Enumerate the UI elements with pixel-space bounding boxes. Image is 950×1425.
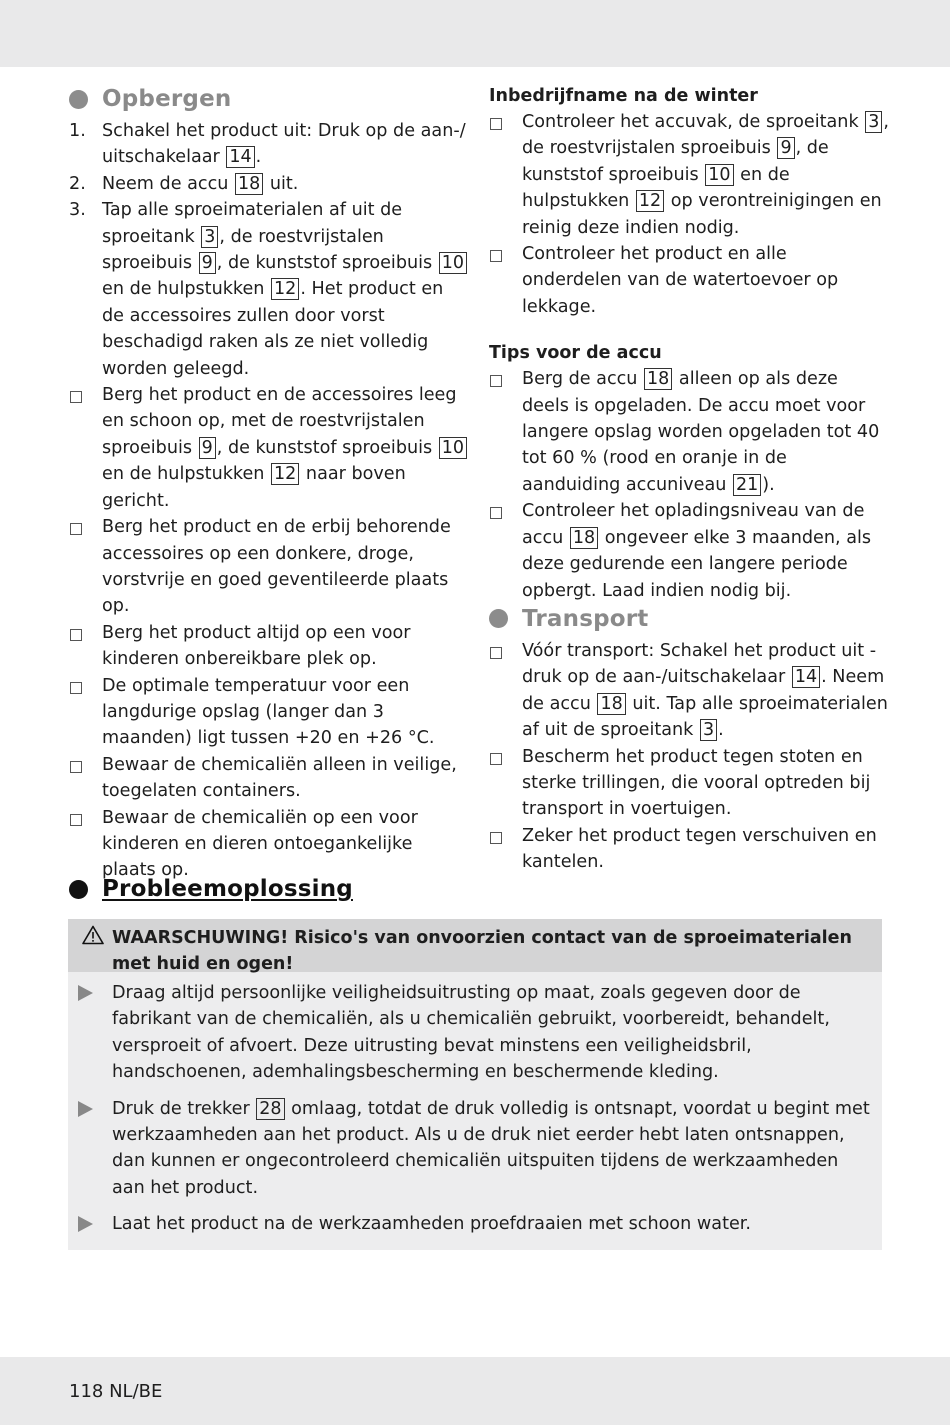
warning-title: WAARSCHUWING! Risico's van onvoorzien contact van de sproeimaterialen met huid en ogen! <box>112 928 852 975</box>
checklist-item <box>69 620 469 673</box>
part-ref: 18 <box>570 527 598 549</box>
warning-item <box>78 1211 872 1237</box>
checklist-item <box>489 109 889 241</box>
part-ref: 14 <box>792 666 820 688</box>
checkbox-icon <box>489 823 522 876</box>
section-heading-opbergen <box>69 84 469 114</box>
checklist-item <box>489 744 889 823</box>
checkbox-icon <box>489 638 522 744</box>
step-number: 1. <box>69 121 86 141</box>
checklist-item <box>69 514 469 620</box>
item-text: Berg het product altijd op een voor kinderen onbereikbare plek op. <box>102 622 411 670</box>
section-title: Opbergen <box>102 85 232 112</box>
checklist-item <box>69 752 469 805</box>
item-text: Druk de trekker 28 omlaag, totdat de druk volledig is ontsnapt, voordat u begint met werkzaamheden aan het product. Als u de druk niet eerder hebt laten ontsnappen, dan kunnen er ongecontroleerd chemicaliën uitspuiten tijdens de werkzaamheden aan het product. <box>112 1098 870 1198</box>
part-ref: 3 <box>700 719 717 741</box>
part-ref: 9 <box>199 252 216 274</box>
warning-triangle-icon <box>82 925 112 969</box>
part-ref: 3 <box>201 226 218 248</box>
checkbox-icon <box>489 241 522 320</box>
part-ref: 12 <box>271 463 299 485</box>
warning-box <box>68 919 882 1250</box>
checkbox-icon <box>489 366 522 498</box>
step-text: Schakel het product uit: Druk op de aan-/ uitschakelaar 14 . <box>102 121 466 168</box>
item-text: Berg het product en de accessoires leeg en schoon op, met de roestvrijstalen sproeibuis 9 , de kunststof sproeibuis 10 en de hulpstukken 12 naar boven gericht. <box>102 382 469 514</box>
item-text: Zeker het product tegen verschuiven en kantelen. <box>522 825 877 873</box>
part-ref: 9 <box>777 137 794 159</box>
page-number: 118 NL/BE <box>69 1381 163 1402</box>
section-title: Transport <box>522 605 649 632</box>
checkbox-icon <box>69 514 102 620</box>
checklist-item <box>489 638 889 744</box>
checkbox-icon <box>69 382 102 514</box>
part-ref: 3 <box>865 111 882 133</box>
checkbox-icon <box>489 744 522 823</box>
item-text: Controleer het opladingsniveau van de accu 18 ongeveer elke 3 maanden, als deze gedurende een langere periode opbergt. Laad indien nodig bij. <box>522 501 872 601</box>
numbered-step <box>69 171 469 197</box>
numbered-step <box>69 197 469 382</box>
checkbox-icon <box>69 620 102 673</box>
checklist-item <box>69 673 469 752</box>
item-text: Bewaar de chemicaliën alleen in veilige, toegelaten containers. <box>102 754 457 802</box>
part-ref: 10 <box>439 437 467 459</box>
part-ref: 10 <box>439 252 467 274</box>
part-ref: 12 <box>271 278 299 300</box>
subsection-title-tips: Tips voor de accu <box>489 343 662 364</box>
checkbox-icon <box>69 752 102 805</box>
section-bullet-icon <box>489 609 508 628</box>
part-ref: 9 <box>199 437 216 459</box>
item-text: Laat het product na de werkzaamheden proefdraaien met schoon water. <box>112 1214 752 1235</box>
part-ref: 10 <box>705 164 733 186</box>
section-title: Probleemoplossing <box>102 875 353 902</box>
checklist-item <box>489 241 889 320</box>
checkbox-icon <box>489 109 522 241</box>
step-text: Tap alle sproeimaterialen af uit de sproeitank 3 , de roestvrijstalen sproeibuis 9 , de kunststof sproeibuis 10 en de hulpstukken 12 . Het product en de accessoires zullen door vorst beschadigd raken als ze niet volledig worden geleegd. <box>102 197 469 382</box>
part-ref: 21 <box>733 474 761 496</box>
item-text: Vóór transport: Schakel het product uit - druk op de aan-/uitschakelaar 14 . Neem de accu 18 uit. Tap alle sproeimaterialen af uit de sproeitank 3 . <box>522 640 888 741</box>
item-text: Controleer het accuvak, de sproeitank 3 , de roestvrijstalen sproeibuis 9 , de kunststof sproeibuis 10 en de hulpstukken 12 op verontreinigingen en reinig deze indien nodig. <box>522 112 889 238</box>
part-ref: 12 <box>636 190 664 212</box>
checklist-item <box>489 498 889 604</box>
section-bullet-icon <box>69 90 88 109</box>
section-heading-probleemoplossing <box>69 874 881 904</box>
checklist-item <box>489 823 889 876</box>
checkbox-icon <box>69 673 102 752</box>
warning-body <box>68 972 882 1238</box>
arrow-bullet-icon <box>78 1101 93 1117</box>
checkbox-icon <box>489 498 522 604</box>
left-column <box>69 84 469 884</box>
item-text: Draag altijd persoonlijke veiligheidsuitrusting op maat, zoals gegeven door de fabrikant van de chemicaliën, als u chemicaliën gebruikt, voorbereidt, behandelt, versproeit of afvoert. Deze uitrusting bevat minstens een veiligheidsbril, handschoenen, ademhalingsbescherming en beschermende kleding. <box>112 983 830 1083</box>
item-text: Berg de accu 18 alleen op als deze deels is opgeladen. De accu moet voor langere opslag worden opgeladen tot 40 tot 60 % (rood en oranje in de aanduiding accuniveau 21 ). <box>522 369 880 495</box>
item-text: De optimale temperatuur voor een langdurige opslag (langer dan 3 maanden) ligt tussen +20 en +26 °C. <box>102 675 435 749</box>
checkbox-icon <box>69 805 102 884</box>
warning-item <box>78 1096 872 1202</box>
warning-item <box>78 980 872 1086</box>
header-band <box>0 0 950 67</box>
part-ref: 18 <box>644 368 672 390</box>
arrow-bullet-icon <box>78 1216 93 1232</box>
part-ref: 18 <box>235 173 263 195</box>
arrow-bullet-icon <box>78 985 93 1001</box>
section-heading-transport <box>489 604 889 634</box>
part-ref: 28 <box>256 1098 284 1120</box>
checklist-item <box>489 366 889 498</box>
part-ref: 18 <box>597 693 625 715</box>
subsection-title-winter: Inbedrijfname na de winter <box>489 86 758 106</box>
step-number: 3. <box>69 200 86 221</box>
section-bullet-icon <box>69 880 88 899</box>
right-column <box>489 83 889 876</box>
part-ref: 14 <box>226 146 254 168</box>
step-number: 2. <box>69 173 86 194</box>
checklist-item <box>69 805 469 884</box>
item-text: Controleer het product en alle onderdelen van de watertoevoer op lekkage. <box>522 244 839 317</box>
item-text: Bewaar de chemicaliën op een voor kinderen en dieren ontoegankelijke plaats op. <box>102 807 418 881</box>
step-text: Neem de accu 18 uit. <box>102 173 299 194</box>
numbered-step <box>69 118 469 171</box>
item-text: Bescherm het product tegen stoten en sterke trillingen, die vooral optreden bij transport in voertuigen. <box>522 746 871 820</box>
warning-header <box>68 919 882 975</box>
checklist-item <box>69 382 469 514</box>
item-text: Berg het product en de erbij behorende accessoires op een donkere, droge, vorstvrije en goed geventileerde plaats op. <box>102 517 451 617</box>
